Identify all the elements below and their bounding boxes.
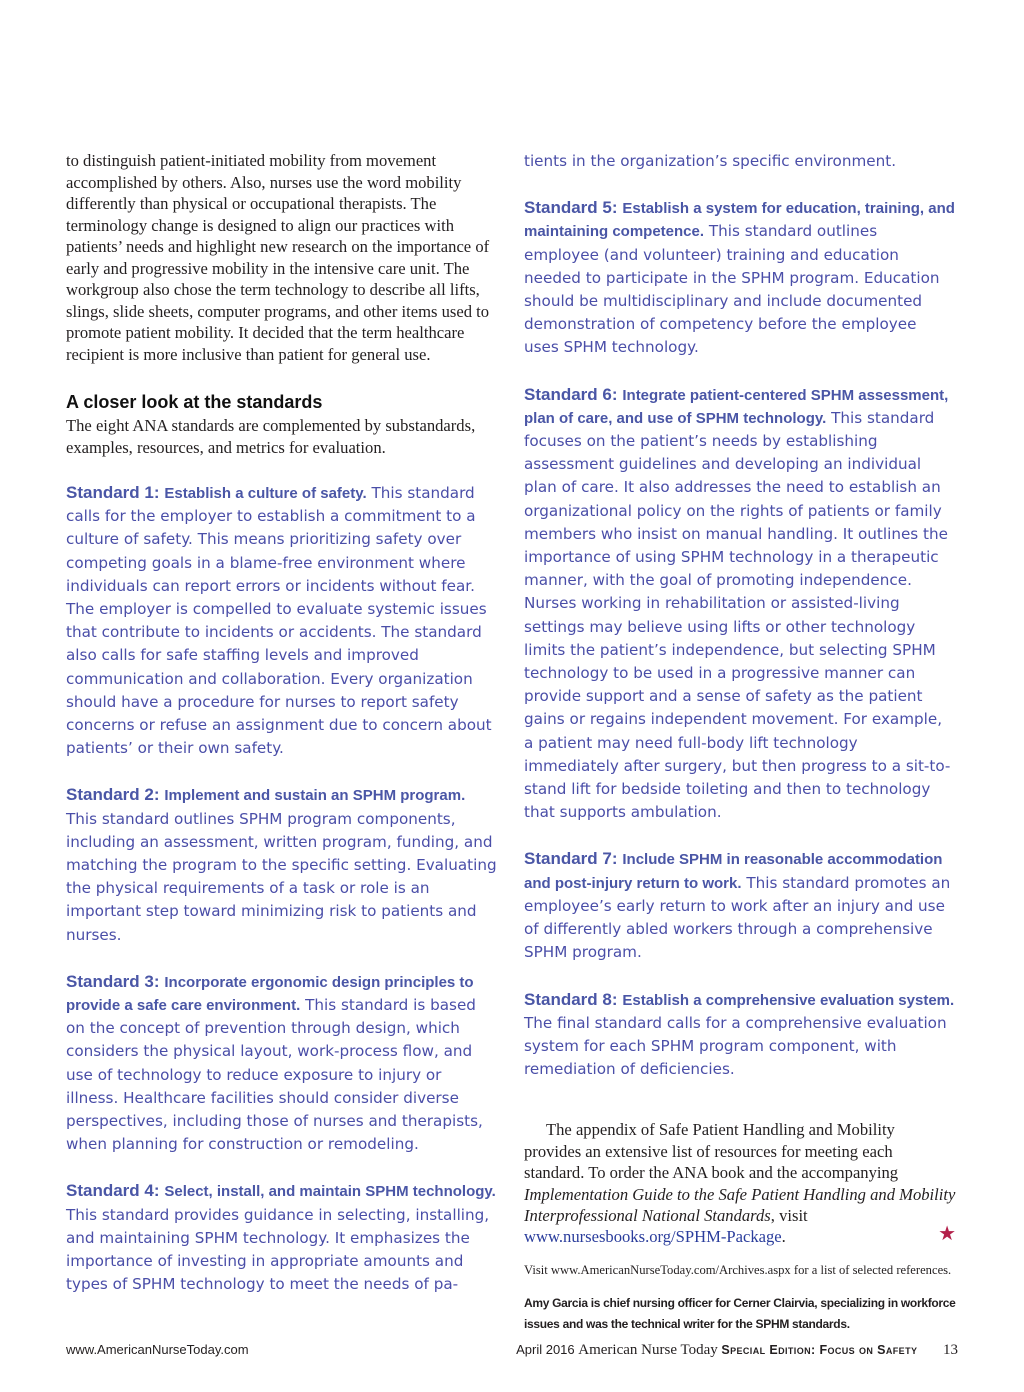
standard-6-title: Integrate patient-centered SPHM assessment, plan of care, and use of SPHM technology. (524, 386, 949, 427)
standard-4-label: Standard 4: (66, 1181, 160, 1201)
standard-2-body: This standard outlines SPHM program components, including an assessment, written program, funding, and matching the program to the specific setting. Evaluating the physical requirements of a task or role is an important step toward minimizing risk to patients and nurses. (66, 809, 497, 944)
footer-issue-info (516, 1342, 958, 1359)
left-column (66, 150, 498, 1297)
standard-8-body: The final standard calls for a comprehensive evaluation system for each SPHM program component, with remediation of deficiencies. (524, 1013, 947, 1079)
standard-8-label: Standard 8: (524, 989, 618, 1009)
standard-8 (524, 988, 956, 1082)
standard-7-body: This standard promotes an employee’s early return to work after an injury and use of differently abled workers through a comprehensive SPHM program. (524, 873, 951, 962)
standard-5-label: Standard 5: (524, 198, 618, 218)
standard-4-title: Select, install, and maintain SPHM technology. (164, 1183, 496, 1201)
section-heading: A closer look at the standards (66, 392, 323, 412)
standard-7-title: Include SPHM in reasonable accommodation and post-injury return to work. (524, 851, 943, 892)
implementation-guide-title: Implementation Guide to the Safe Patient Handling and Mobility Interprofessional National Standards (524, 1184, 956, 1225)
standard-3-body: This standard is based on the concept of prevention through design, which considers the physical layout, work-process flow, and use of technology to reduce exposure to injury or illness. Healthcare facilities should consider diverse perspectives, including those of nurses and therapists, when planning for construction or remodeling. (66, 996, 483, 1154)
standard-5-body: This standard outlines employee (and volunteer) training and education needed to participate in the SPHM program. Education should be multidisciplinary and include documented demonstration of competency before the employee uses SPHM technology. (524, 222, 940, 357)
standard-8-title: Establish a comprehensive evaluation system. (622, 991, 955, 1009)
standard-7-label: Standard 7: (524, 849, 618, 869)
standard-4-body-part1: This standard provides guidance in selecting, installing, and maintaining SPHM technology. It emphasizes the importance of investing in appropriate amounts and types of SPHM technology to meet the needs of pa- (66, 1205, 490, 1294)
standard-6-body: This standard focuses on the patient’s needs by establishing assessment guidelines and developing an individual plan of care. It also addresses the need to establish an organizational policy on the rights of patients or family members who insist on manual handling. It outlines the importance of using SPHM technology in a therapeutic manner, with the goal of promoting independence. Nurses working in rehabilitation or assisted-living settings may believe using lifts or other technology limits the patient’s independence, but selecting SPHM technology to be used in a progressive manner can provide support and a sense of safety as the patient gains or regains independent movement. For example, a patient may need full-body lift technology immediately after surgery, but then progress to a sit-to-stand lift for bedside toileting and then to technology that supports ambulation. (524, 408, 951, 822)
standard-4 (66, 1179, 498, 1296)
appendix-text-before: The appendix of Safe Patient Handling and Mobility provides an extensive list of resources for meeting each standard. To order the ANA book and the accompanying (524, 1120, 899, 1183)
footer-issue-date: April 2016 (516, 1342, 575, 1357)
footer-edition: Special Edition: Focus on Safety (721, 1343, 918, 1357)
author-bio: Amy Garcia is chief nursing officer for Cerner Clairvia, specializing in workforce issues and was the technical writer for the SPHM standards. (524, 1296, 956, 1331)
standard-1-body: This standard calls for the employer to establish a commitment to a culture of safety. This means prioritizing safety over competing goals in a blame-free environment where individuals can report errors or incidents without fear. The employer is compelled to evaluate systemic issues that contribute to incidents or accidents. The standard also calls for safe staffing levels and improved communication and collaboration. Every organization should have a procedure for nurses to report safety concerns or refuse an assignment due to concern about patients’ or their own safety. (66, 484, 492, 758)
standard-6-label: Standard 6: (524, 384, 618, 404)
footer-website: www.AmericanNurseToday.com (66, 1342, 249, 1357)
standard-3 (66, 970, 498, 1157)
standard-5 (524, 196, 956, 359)
standard-7 (524, 847, 956, 964)
appendix-text-mid: , visit (770, 1205, 808, 1225)
intro-paragraph: to distinguish patient-initiated mobility from movement accomplished by others. Also, nurses use the word mobility differently than physical or occupational therapists. The terminology change is designed to align our practices with patients’ needs and highlight new research on the importance of early and progressive mobility in the intensive care unit. The workgroup also chose the term technology to describe all lifts, slings, slide sheets, computer programs, and other items used to promote patient mobility. It decided that the term healthcare recipient is more inclusive than patient for general use. (66, 151, 490, 364)
standard-1-label: Standard 1: (66, 483, 160, 502)
standard-2 (66, 783, 498, 946)
section-intro-paragraph: The eight ANA standards are complemented by substandards, examples, resources, and metrics for evaluation. (66, 416, 476, 457)
references-note: Visit www.AmericanNurseToday.com/Archives.aspx for a list of selected references. (524, 1262, 952, 1277)
standard-3-label: Standard 3: (66, 971, 160, 991)
sphm-package-link[interactable]: www.nursesbooks.org/SPHM-Package (524, 1227, 782, 1247)
standard-3-title: Incorporate ergonomic design principles to provide a safe care environment. (66, 973, 474, 1015)
footer-magazine-name: American Nurse Today (578, 1342, 718, 1358)
right-column (524, 150, 956, 1334)
standard-5-title: Establish a system for education, training, and maintaining competence. (524, 200, 955, 241)
page-number: 13 (943, 1342, 958, 1358)
standard-2-title: Implement and sustain an SPHM program. (164, 787, 466, 805)
standard-6 (524, 383, 956, 825)
star-icon: ★ (938, 1223, 956, 1246)
standard-1-title: Establish a culture of safety. (164, 485, 367, 502)
standard-2-label: Standard 2: (66, 785, 160, 805)
appendix-text-end: . (781, 1227, 786, 1247)
page-footer (66, 1342, 958, 1360)
appendix-paragraph (524, 1119, 956, 1247)
standard-1 (66, 481, 498, 760)
standard-4-continuation: tients in the organization’s specific environment. (524, 152, 897, 170)
